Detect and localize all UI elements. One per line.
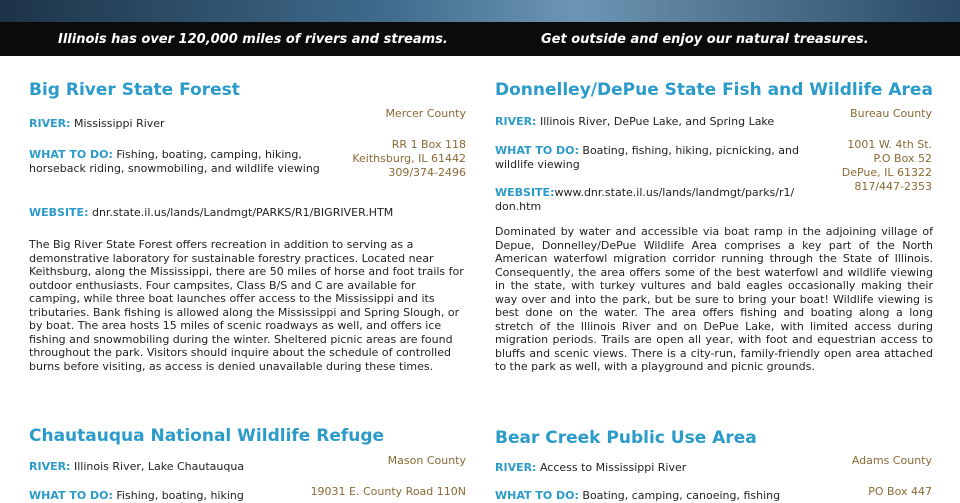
big-river-river: [29, 117, 319, 131]
donnelley-description: Dominated by water and accessible via boat ramp in the adjoining village of Depue, Donnelley/DePue Wildlife Area comprises a key part of the North American waterfowl migration corridor running through the State of Illinois. Consequently, the area offers some of the best waterfowl and wildlife viewing in the state, with turkey vultures and bald eagles occasionally making their way over and into the park, but be sure to bring your boat! Wildlife viewing is best done on the water. The area offers fishing and boating along a long stretch of the Illinois River and on DePue Lake, with limited access during migration periods. Trails are open all year, with foot and equestrian access to bluffs and scenic views. There is a city-run, family-friendly open area attached to the park as well, with a playground and picnic grounds.: [495, 225, 933, 373]
address-line: DePue, IL 61322: [841, 166, 932, 179]
river-label: RIVER:: [495, 461, 537, 474]
big-river-description: The Big River State Forest offers recreation in addition to serving as a demonstrative laboratory for sustainable forestry practices. Located near Keithsburg, along the Mississippi, there are 50 miles of horse and foot trails for outdoor enthusiasts. Four campsites, Class B/S and C are available for camping, while three boat launches offer access to the Mississippi and its tributaries. Bank fishing is allowed along the Mississippi and Spring Slough, or by boat. The area hosts 15 miles of scenic roadways as well, and offers ice fishing and snowmobiling during the winter. Sheltered picnic areas are found throughout the park. Visitors should inquire about the schedule of controlled burns before visiting, as access is denied unavailable during these times.: [29, 238, 464, 373]
river-label: RIVER:: [495, 115, 537, 128]
donnelley-what-to-do: [495, 144, 805, 172]
big-river-what-to-do-value: Fishing, boating, camping, hiking, horseback riding, snowmobiling, and wildlife viewing: [29, 148, 320, 175]
what-to-do-label: WHAT TO DO:: [495, 144, 579, 157]
donnelley-county: Bureau County: [850, 107, 932, 120]
donnelley-website: [495, 186, 825, 214]
big-river-title: Big River State Forest: [29, 80, 240, 100]
bear-creek-county: Adams County: [851, 454, 932, 467]
river-label: RIVER:: [29, 117, 71, 130]
big-river-what-to-do: [29, 148, 329, 176]
address-line: 1001 W. 4th St.: [847, 138, 932, 151]
address-line: Keithsburg, IL 61442: [352, 152, 466, 165]
what-to-do-label: WHAT TO DO:: [29, 148, 113, 161]
donnelley-river: [495, 115, 815, 129]
what-to-do-label: WHAT TO DO:: [29, 489, 113, 502]
big-river-website: [29, 206, 449, 220]
address-line: 817/447-2353: [854, 180, 932, 193]
chautauqua-river: [29, 460, 319, 474]
address-line: PO Box 447: [868, 485, 932, 498]
donnelley-website-link[interactable]: www.dnr.state.il.us/lands/landmgt/parks/r1/ don.htm: [495, 186, 795, 213]
donnelley-river-value: Illinois River, DePue Lake, and Spring Lake: [539, 115, 775, 128]
address-line: 309/374-2496: [388, 166, 466, 179]
bear-creek-address: [868, 485, 932, 499]
website-label: WEBSITE:: [495, 186, 555, 199]
donnelley-address: [842, 138, 932, 194]
bear-creek-title: Bear Creek Public Use Area: [495, 428, 757, 448]
tagline-left: Illinois has over 120,000 miles of rivers and streams.: [58, 32, 448, 47]
bear-creek-river: [495, 461, 815, 475]
chautauqua-county: Mason County: [387, 454, 466, 467]
big-river-address: [352, 138, 466, 180]
big-river-website-link[interactable]: dnr.state.il.us/lands/Landmgt/PARKS/R1/BIGRIVER.HTM: [91, 206, 394, 219]
bear-creek-what-to-do-value: Boating, camping, canoeing, fishing: [582, 489, 781, 502]
river-label: RIVER:: [29, 460, 71, 473]
big-river-river-value: Mississippi River: [73, 117, 165, 130]
big-river-county: Mercer County: [385, 107, 466, 120]
what-to-do-label: WHAT TO DO:: [495, 489, 579, 502]
tagline-right: Get outside and enjoy our natural treasures.: [541, 32, 869, 47]
address-line: 19031 E. County Road 110N: [310, 485, 466, 498]
header-photo-strip: [0, 0, 960, 22]
chautauqua-title: Chautauqua National Wildlife Refuge: [29, 426, 385, 446]
bear-creek-what-to-do: [495, 489, 815, 503]
donnelley-title: Donnelley/DePue State Fish and Wildlife Area: [495, 80, 933, 100]
address-line: RR 1 Box 118: [391, 138, 466, 151]
chautauqua-address: [311, 485, 466, 499]
bear-creek-river-value: Access to Mississippi River: [539, 461, 687, 474]
chautauqua-river-value: Illinois River, Lake Chautauqua: [73, 460, 245, 473]
chautauqua-what-to-do: [29, 489, 329, 503]
chautauqua-what-to-do-value: Fishing, boating, hiking: [116, 489, 244, 502]
address-line: P.O Box 52: [873, 152, 932, 165]
website-label: WEBSITE:: [29, 206, 89, 219]
donnelley-what-to-do-value: Boating, fishing, hiking, picnicking, and wildlife viewing: [495, 144, 800, 171]
